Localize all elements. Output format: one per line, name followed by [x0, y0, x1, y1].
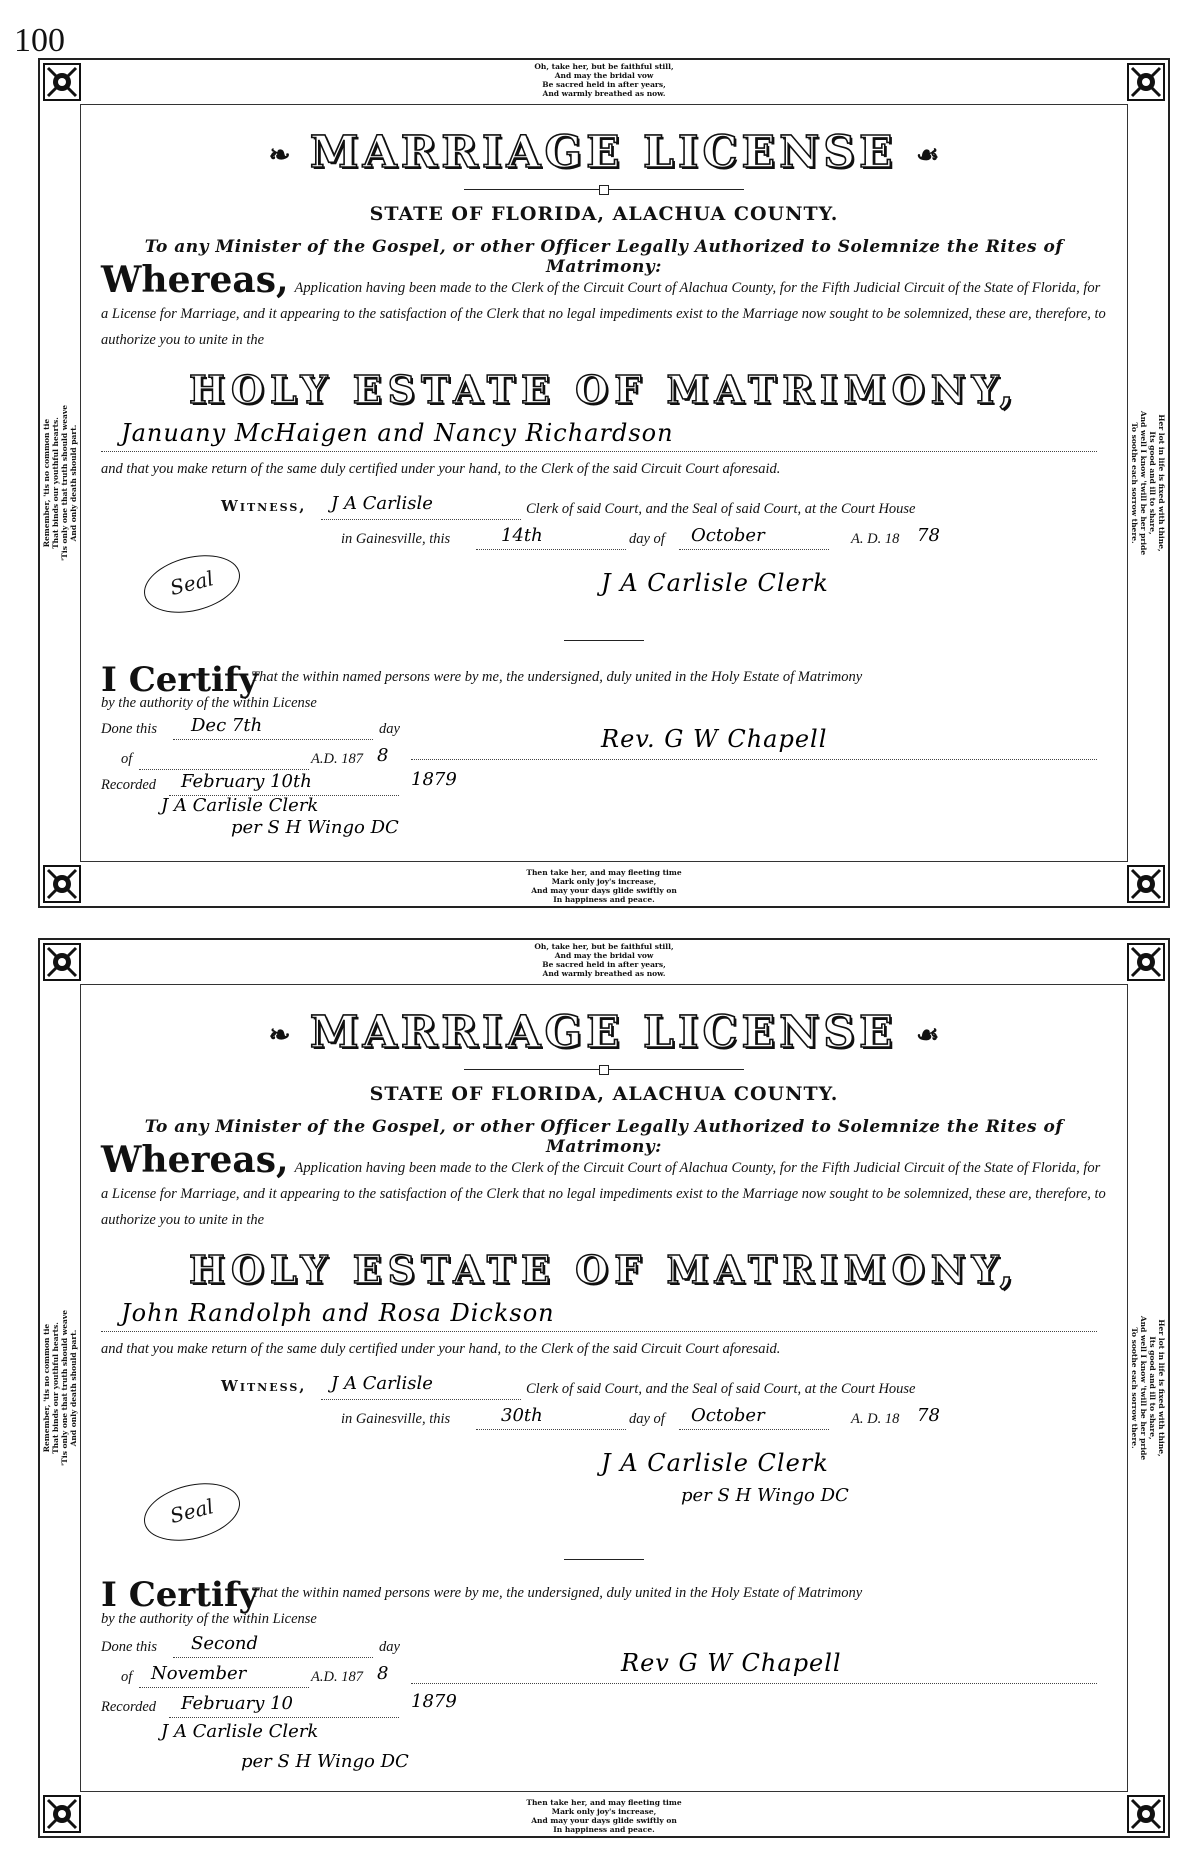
in-gainesville-text: in Gainesville, this — [341, 1411, 451, 1427]
deputy-signature: per S H Wingo DC — [681, 1485, 849, 1506]
addressee-line: To any Minister of the Gospel, or other Officer Legally Authorized to Solemnize the Rites of Matrimony: — [144, 1117, 1064, 1157]
license-title: ❧ MARRIAGE LICENSE ☙ — [268, 127, 940, 178]
names-line — [101, 451, 1097, 452]
verse-top: Oh, take her, but be faithful still, And may the bridal vow Be sacred held in after years, And warmly breathed as now. — [534, 942, 674, 978]
certify-heading: I Certify — [101, 1575, 259, 1615]
corner-ornament-icon — [42, 942, 82, 982]
witness-signature: J A Carlisle — [331, 493, 433, 514]
of-line — [139, 1687, 309, 1688]
side-verse-right: Her lot in life is fixed with thine, Its good and ill to share, And well I know 'twill be her pride To soothe each sorrow there. — [1130, 1315, 1166, 1461]
day-value: 30th — [501, 1405, 543, 1426]
recorded-year: 1879 — [411, 1691, 457, 1712]
minister-signature: Rev G W Chapell — [621, 1649, 842, 1677]
couple-names: John Randolph and Rosa Dickson — [121, 1299, 555, 1327]
license-body — [80, 104, 1128, 862]
couple-names: Januany McHaigen and Nancy Richardson — [121, 419, 674, 447]
holy-estate-heading: HOLY ESTATE OF MATRIMONY, — [189, 367, 1019, 412]
whereas-body: Application having been made to the Clerk of the Circuit Court of Alachua County, for the Fifth Judicial Circuit of the State of Florida, for a License for Marriage, and it appearing to the satisfaction of the Clerk that no legal impediments exist to the Marriage now sought to be solemnized, these are, therefore, to authorize you to unite in the — [101, 280, 1106, 348]
ad-label: A. D. 18 — [851, 531, 900, 547]
recorded-year: 1879 — [411, 769, 457, 790]
verse-bottom: Then take her, and may fleeting time Mark only joy's increase, And may your days glide swiftly on In happiness and peace. — [526, 1798, 682, 1834]
day-label: day — [379, 721, 400, 737]
whereas-word: Whereas, — [101, 259, 289, 301]
corner-ornament-icon — [42, 1794, 82, 1834]
in-gainesville-text: in Gainesville, this — [341, 531, 451, 547]
witness-label: Witness, — [221, 497, 307, 515]
corner-ornament-icon — [1126, 864, 1166, 904]
of-label: of — [121, 1669, 133, 1685]
verse-bottom: Then take her, and may fleeting time Mark only joy's increase, And may your days glide swiftly on In happiness and peace. — [526, 868, 682, 904]
license-body — [80, 984, 1128, 1792]
clerk-text: Clerk of said Court, and the Seal of said Court, at the Court House — [526, 1381, 916, 1397]
done-line — [173, 739, 373, 740]
witness-signature: J A Carlisle — [331, 1373, 433, 1394]
recorded-label: Recorded — [101, 1699, 157, 1715]
state-heading: STATE OF FLORIDA, ALACHUA COUNTY. — [369, 203, 839, 225]
corner-ornament-icon — [1126, 1794, 1166, 1834]
title-rule — [464, 1069, 744, 1070]
done-value: Second — [191, 1633, 259, 1654]
addressee-line: To any Minister of the Gospel, or other Officer Legally Authorized to Solemnize the Rites of Matrimony: — [144, 237, 1064, 277]
names-line — [101, 1331, 1097, 1332]
month-value: October — [691, 1405, 765, 1426]
corner-ornament-icon — [1126, 62, 1166, 102]
whereas-paragraph — [101, 1139, 1107, 1233]
clerk-signature: J A Carlisle Clerk — [601, 569, 829, 597]
minister-line — [411, 1683, 1097, 1684]
year-value: 78 — [917, 525, 940, 546]
witness-line — [321, 1399, 521, 1400]
done-this-label: Done this — [101, 1639, 157, 1655]
ad-done-value: 8 — [377, 1663, 389, 1684]
year-value: 78 — [917, 1405, 940, 1426]
minister-line — [411, 759, 1097, 760]
certify-text: That the within named persons were by me, the undersigned, duly united in the Holy Estate of Matrimony — [251, 669, 863, 685]
return-text: and that you make return of the same duly certified under your hand, to the Clerk of the said Circuit Court aforesaid. — [101, 1341, 781, 1357]
minister-signature: Rev. G W Chapell — [601, 725, 828, 753]
day-line — [476, 1429, 626, 1430]
ad-done-label: A.D. 187 — [311, 1669, 363, 1685]
side-verse-left: Remember, 'tis no common tie That binds our youthful hearts. 'Tis only one that truth should weave And only death should part. — [42, 405, 78, 561]
recorded-signature-deputy: per S H Wingo DC — [231, 817, 399, 838]
whereas-word: Whereas, — [101, 1139, 289, 1181]
whereas-paragraph — [101, 259, 1107, 353]
authority-text: by the authority of the within License — [101, 695, 317, 711]
marriage-license — [38, 938, 1170, 1838]
title-rule — [464, 189, 744, 190]
seal-stamp: Seal — [138, 546, 246, 622]
corner-ornament-icon — [42, 864, 82, 904]
of-label: of — [121, 751, 133, 767]
authority-text: by the authority of the within License — [101, 1611, 317, 1627]
side-verse-right: Her lot in life is fixed with thine, Its good and ill to share, And well I know 'twill be her pride To soothe each sorrow there. — [1130, 410, 1166, 556]
certify-text: That the within named persons were by me, the undersigned, duly united in the Holy Estate of Matrimony — [251, 1585, 863, 1601]
day-label: day — [379, 1639, 400, 1655]
holy-estate-heading: HOLY ESTATE OF MATRIMONY, — [189, 1247, 1019, 1292]
day-line — [476, 549, 626, 550]
recorded-value: February 10 — [181, 1693, 294, 1714]
state-heading: STATE OF FLORIDA, ALACHUA COUNTY. — [369, 1083, 839, 1105]
corner-ornament-icon — [1126, 942, 1166, 982]
corner-ornament-icon — [42, 62, 82, 102]
page-number: 100 — [14, 22, 65, 59]
done-value: Dec 7th — [191, 715, 263, 736]
seal-stamp: Seal — [138, 1474, 246, 1550]
ad-done-value: 8 — [377, 745, 389, 766]
done-this-label: Done this — [101, 721, 157, 737]
recorded-signature-clerk: J A Carlisle Clerk — [161, 795, 319, 816]
month-line — [679, 549, 829, 550]
month-value: October — [691, 525, 765, 546]
section-divider — [564, 1559, 644, 1560]
of-value: November — [151, 1663, 247, 1684]
witness-label: Witness, — [221, 1377, 307, 1395]
verse-top: Oh, take her, but be faithful still, And may the bridal vow Be sacred held in after years, And warmly breathed as now. — [534, 62, 674, 98]
month-line — [679, 1429, 829, 1430]
clerk-text: Clerk of said Court, and the Seal of said Court, at the Court House — [526, 501, 916, 517]
recorded-value: February 10th — [181, 771, 312, 792]
recorded-line — [169, 1717, 399, 1718]
day-of-label: day of — [629, 531, 665, 547]
done-line — [173, 1657, 373, 1658]
day-of-label: day of — [629, 1411, 665, 1427]
whereas-body: Application having been made to the Clerk of the Circuit Court of Alachua County, for the Fifth Judicial Circuit of the State of Florida, for a License for Marriage, and it appearing to the satisfaction of the Clerk that no legal impediments exist to the Marriage now sought to be solemnized, these are, therefore, to authorize you to unite in the — [101, 1160, 1106, 1228]
ad-label: A. D. 18 — [851, 1411, 900, 1427]
side-verse-left: Remember, 'tis no common tie That binds our youthful hearts. 'Tis only one that truth should weave And only death should part. — [42, 1310, 78, 1466]
recorded-signature-clerk: J A Carlisle Clerk — [161, 1721, 319, 1742]
day-value: 14th — [501, 525, 543, 546]
certify-heading: I Certify — [101, 660, 259, 700]
recorded-signature-deputy: per S H Wingo DC — [241, 1751, 409, 1772]
return-text: and that you make return of the same duly certified under your hand, to the Clerk of the said Circuit Court aforesaid. — [101, 461, 781, 477]
license-title: ❧ MARRIAGE LICENSE ☙ — [268, 1007, 940, 1058]
marriage-license — [38, 58, 1170, 908]
clerk-signature: J A Carlisle Clerk — [601, 1449, 829, 1477]
ad-done-label: A.D. 187 — [311, 751, 363, 767]
of-line — [139, 769, 309, 770]
recorded-label: Recorded — [101, 777, 157, 793]
witness-line — [321, 519, 521, 520]
section-divider — [564, 640, 644, 641]
